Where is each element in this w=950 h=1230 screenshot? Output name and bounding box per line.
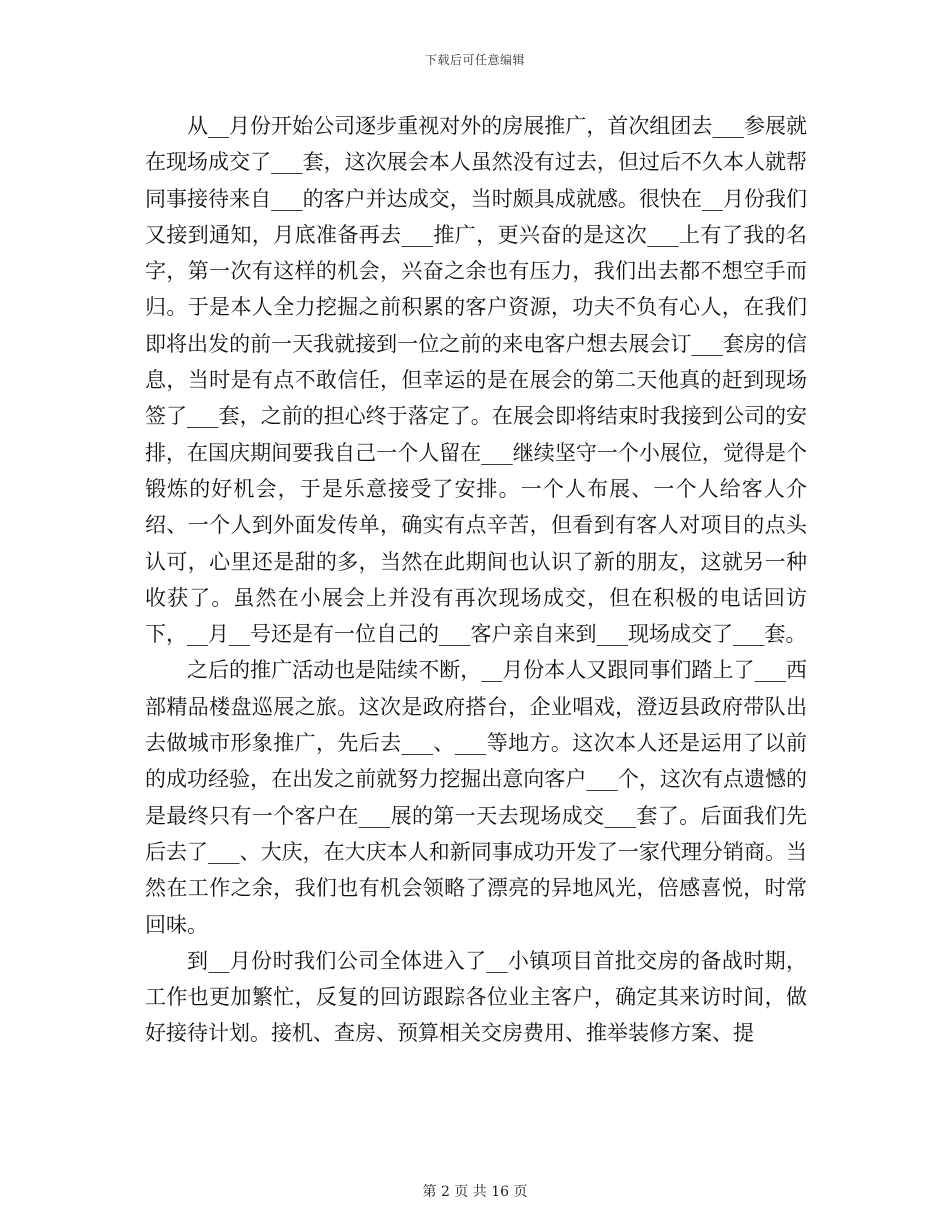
paragraph-1: 从__月份开始公司逐步重视对外的房展推广，首次组团去___参展就在现场成交了___套，这次展会本人虽然没有过去，但过后不久本人就帮同事接待来自___的客户并达成交，当时颇具成就感。很快在__月份我们又接到通知，月底准备再去___推广，更兴奋的是这次___上有了我的名字，第一次有这样的机会，兴奋之余也有压力，我们出去都不想空手而归。于是本人全力挖掘之前积累的客户资源，功夫不负有心人，在我们即将出发的前一天我就接到一位之前的来电客户想去展会订___套房的信息，当时是有点不敢信任，但幸运的是在展会的第二天他真的赶到现场签了___套，之前的担心终于落定了。在展会即将结束时我接到公司的安排，在国庆期间要我自己一个人留在___继续坚守一个小展位，觉得是个锻炼的好机会，于是乐意接受了安排。一个人布展、一个人给客人介绍、一个人到外面发传单，确实有点辛苦，但看到有客人对项目的点头认可，心里还是甜的多，当然在此期间也认识了新的朋友，这就另一种收获了。虽然在小展会上并没有再次现场成交，但在积极的电话回访下，__月__号还是有一位自己的___客户亲自来到___现场成交了___套。: [145, 114, 807, 647]
page-number: 第 2 页 共 16 页: [422, 1184, 528, 1200]
paragraph-2: 之后的推广活动也是陆续不断，__月份本人又跟同事们踏上了___西部精品楼盘巡展之旅。这次是政府搭台，企业唱戏，澄迈县政府带队出去做城市形象推广，先后去___、___等地方。这次本人还是运用了以前的成功经验，在出发之前就努力挖掘出意向客户___个，这次有点遗憾的是最终只有一个客户在___展的第一天去现场成交___套了。后面我们先后去了___、大庆，在大庆本人和新同事成功开发了一家代理分销商。当然在工作之余，我们也有机会领略了漂亮的异地风光，倍感喜悦，时常回味。: [145, 658, 807, 937]
paragraph-3: 到__月份时我们公司全体进入了__小镇项目首批交房的备战时期，工作也更加繁忙，反复的回访跟踪各位业主客户，确定其来访时间，做好接待计划。接机、查房、预算相关交房费用、推举装修方案、提: [145, 948, 807, 1046]
page-header: 下载后可任意编辑: [424, 53, 525, 67]
document-body: [145, 108, 807, 1052]
